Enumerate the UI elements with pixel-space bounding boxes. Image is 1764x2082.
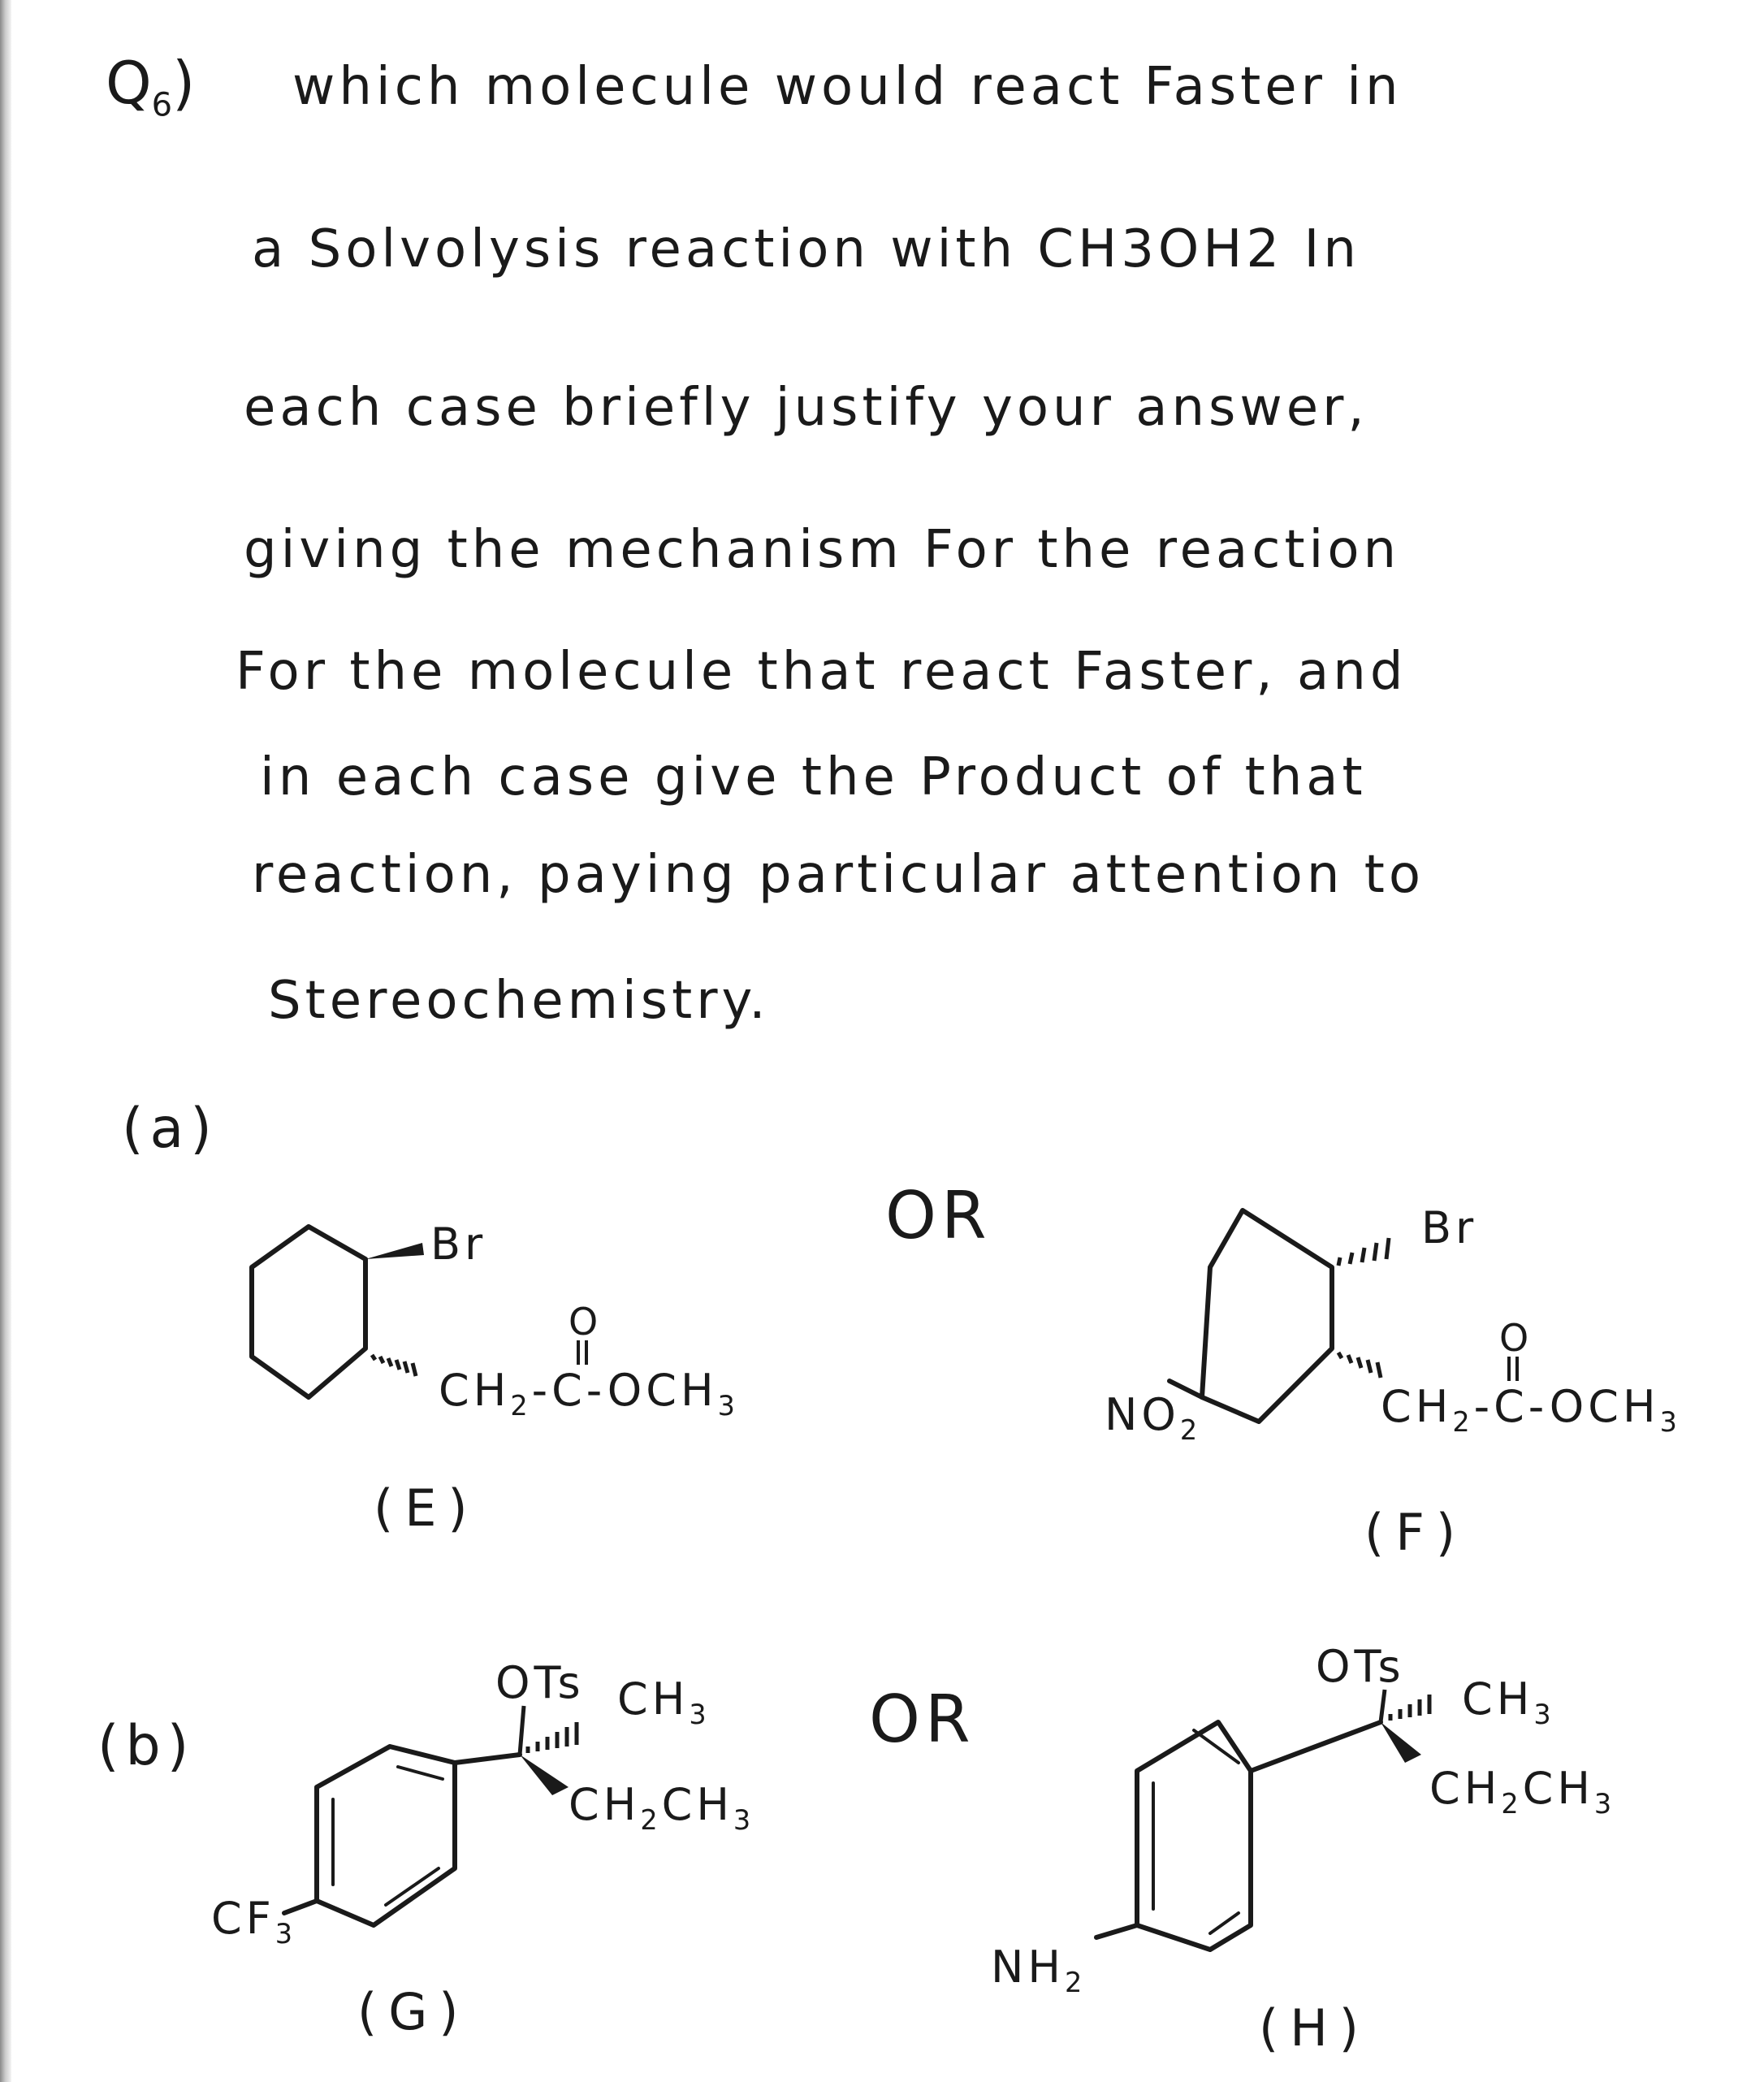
E-bromine: Br (430, 1218, 487, 1270)
G-ethyl: $CH_2CH_3$ (569, 1779, 755, 1836)
question-line-8: Stereochemistry. (268, 971, 770, 1031)
question-line-1: which molecule would react Faster in (292, 57, 1403, 117)
wedge-bond-H-ethyl (1381, 1722, 1421, 1763)
question-line-6: in each case give the Product of that (260, 747, 1367, 807)
H-amino-group: $NH_2$ (991, 1941, 1087, 1998)
question-line-2: a Solvolysis reaction with CH3OH2 In (252, 219, 1360, 279)
E-ester-chain: $CH_2-C-OCH_3$ (439, 1365, 739, 1422)
hash-bond-H-methyl (1390, 1695, 1429, 1721)
question-label: $Q_6$) (106, 49, 196, 124)
hash-bond-G-methyl (528, 1722, 577, 1753)
E-carbonyl-oxygen: O (569, 1300, 608, 1344)
aryl-bond-G (455, 1755, 520, 1763)
G-trifluoromethyl: $CF_3$ (211, 1893, 297, 1950)
G-tosylate: OTs (495, 1657, 585, 1708)
F-carbonyl-oxygen: O (1499, 1316, 1539, 1360)
G-methyl: $CH_3$ (617, 1673, 711, 1730)
F-ester-chain: $CH_2-C-OCH_3$ (1381, 1381, 1681, 1438)
benzene-ring-G (317, 1747, 455, 1925)
F-nitro-group: $NO_2$ (1105, 1389, 1202, 1446)
compound-G-label: (G) (357, 1982, 470, 2041)
question-line-3: each case briefly justify your answer, (244, 378, 1368, 438)
cyclohexane-ring-F (1202, 1210, 1332, 1422)
cyclohexane-ring-E (252, 1227, 365, 1397)
ots-bond-G (520, 1706, 524, 1755)
question-line-5: For the molecule that react Faster, and (236, 642, 1407, 702)
ots-bond-H (1381, 1690, 1385, 1722)
part-a-label: (a) (122, 1097, 218, 1161)
H-tosylate: OTs (1316, 1641, 1405, 1692)
hash-bond-E-chain (372, 1355, 416, 1376)
nh2-bond-H (1096, 1925, 1137, 1937)
hash-bond-F-chain (1338, 1353, 1381, 1378)
hash-bond-F-Br (1338, 1238, 1389, 1266)
H-methyl: $CH_3$ (1462, 1673, 1555, 1730)
part-a-or: OR (885, 1178, 992, 1253)
wedge-bond-G-ethyl (520, 1755, 569, 1795)
compound-F-label: (F) (1364, 1503, 1468, 1562)
aryl-bond-H (1251, 1722, 1381, 1771)
part-b-label: (b) (97, 1714, 196, 1778)
F-bromine: Br (1421, 1202, 1478, 1253)
question-line-7: reaction, paying particular attention to (252, 845, 1425, 905)
wedge-bond-E-Br (365, 1243, 424, 1259)
compound-H-label: (H) (1259, 1998, 1370, 2058)
question-line-4: giving the mechanism For the reaction (244, 520, 1401, 580)
part-b-or: OR (869, 1682, 975, 1757)
H-ethyl: $CH_2CH_3$ (1429, 1763, 1616, 1820)
compound-E-label: (E) (374, 1478, 479, 1538)
